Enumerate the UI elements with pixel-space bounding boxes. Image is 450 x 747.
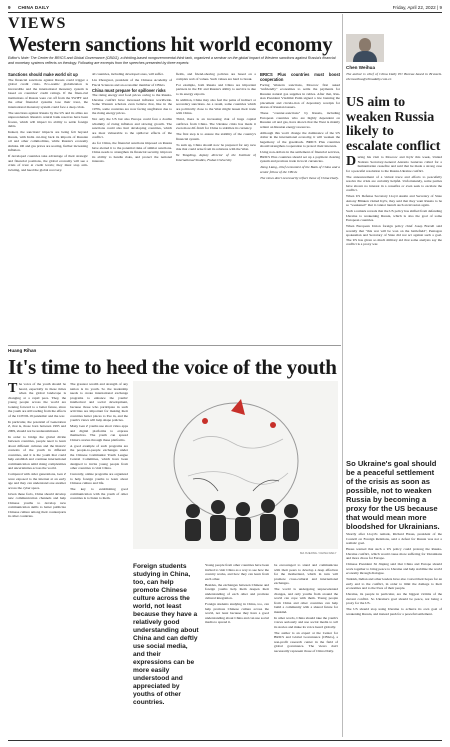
paragraph: Jiang Liang, chief economist of the Bank of China and a senior fellow of the CBGG xyxy=(260,165,340,174)
paragraph: Shortly after Lloyd's remark, Richard Haass, president of the Council on Foreign Relations, said a defeat for Russia was not a realistic goal. xyxy=(346,532,442,545)
paragraph: be encouraged to stand and communicate with their peers to develop a deep affection for the motherland, which in turn will promote cross-cultural and international exchanges. xyxy=(274,563,338,585)
paragraph: Foreign students studying in China, too, can help promote Chinese culture across the world, not least because they have a good understanding about China and can use social media to spread it. xyxy=(205,602,269,624)
paper-name: CHINA DAILY xyxy=(18,5,50,10)
paragraph: If developed countries take advantage of their strategic and financial positions, the global economy will see a crisis of trust at credit levels; they must stop arm-twisting, and heed the global recovery. xyxy=(8,154,88,172)
right-author-bio xyxy=(346,72,442,92)
paragraph: Such a remark reveals that the US policy has shifted from defending Ukraine to weakening Russia, which is also the goal of some European countries. xyxy=(346,209,442,222)
paragraph: A good example of such programs are the people-to-people exchanges under the Chinese Communist Youth League Central Committee, which have been designed to invite young people from other countries to visit China. xyxy=(70,443,128,470)
header-rule xyxy=(8,12,442,13)
paragraph: Chinese President Xi Jinping said that China and Europe should work together to bring peace to Ukraine and help stabilize the world economy through dialogue. xyxy=(346,562,442,575)
right-headline: US aim to weaken Russia likely to escalate conflict xyxy=(346,95,441,154)
bottom-article-column-4 xyxy=(274,563,338,737)
paragraph: Not only the US but also Europe could face a double whammy of rising inflation and slowing growth. The sanctions could also hurt developing countries, which are most vulnerable to the spillover effects of the conflict. xyxy=(92,117,172,140)
paragraph: all countries, including developed ones, will suffer. xyxy=(92,72,164,76)
right-article-body-2 xyxy=(346,532,442,737)
paragraph: Although this won't change the dominance of the US dollar in the international economy, it will weaken the hegemony of the greenback. BRICS Plus countries should strengthen cooperation to protect their interests. xyxy=(260,130,340,149)
bottom-article-column-1 xyxy=(8,382,66,737)
paragraph: The greatest wealth and strength of any nation is its youth. So the leadership needs to create international exchange programs to enhance the youths' intellectual and social development, because those who participate in such activities are important for making their countries better places to live in, and the youth's views will help shape policies. xyxy=(70,382,128,422)
right-pullquote: So Ukraine's goal should be a peaceful settlement of the crisis as soon as possible, not to weaken Russia by becoming a proxy for the US because that would mean more bloodshed for Ukrainians. xyxy=(346,459,440,531)
bottom-author-name: Huang Rihan xyxy=(8,348,37,353)
drop-cap: T xyxy=(8,382,18,396)
paragraph: Haass warned that such a US policy could prolong the Russia-Ukraine conflict, which would cause more suffering for Ukrainians and more chaos for Europe. xyxy=(346,547,442,560)
paragraph: For example, both Russia and China are important partners in the EU and Russia's ability to survive is due to its energy exports. xyxy=(176,82,256,96)
paragraph: In other words, China should take the youth's voices seriously and use social media to tell its stories and make its voice heard globally. xyxy=(274,615,338,629)
author-photo xyxy=(346,34,384,62)
paragraph: Liu Zhongwei, president of the Chinese Academy of Fiscal Sciences and an economic member of CBGG xyxy=(92,78,172,87)
paragraph: The author is an expert at the Center for BRICS and Global Governance (CBGG), a non-profit research center in the field of global governance. The views don't necessarily represent those of China Daily. xyxy=(274,630,338,653)
paragraph: Besides, the exchanges between Chinese and foreign youths help them deepen their understanding of each other and promote cultural integration. xyxy=(205,582,269,600)
editorial-illustration xyxy=(133,381,338,549)
paragraph: Young people from other countries have been invited to visit China as a way to see how the country works, and how they can learn from each other. xyxy=(205,563,269,581)
footer-rule xyxy=(8,740,442,741)
page-number: 9 xyxy=(8,5,11,10)
paragraph: In order to bridge the global divide between countries, people need to learn about different cultures and the historic contexts of the youth in different countries, and it is the youth that could help establish and continue international communication amid rising complexities and uncertainties across the world. xyxy=(8,434,66,470)
editors-note: Editor's Note: The Center for BRICS and Global Governance (CBGG), a thinking-based nongovernmental think tank, organized a seminar on the global impact of Western sanctions against Russia's financial and monetary systems reflects on theology. Following are excerpts from the speeches presented by three experts: xyxy=(8,56,336,65)
paragraph: fields, and friend-shoring policies are based on a complex web of values. Such values are hard to break. xyxy=(176,72,256,81)
paragraph: During his visit to Moscow and Kyiv this week, United Nations Secretary-General Antonio Guterres called for a humanitarian ceasefire and said that he made a strong case for a peaceful resolution to the Russia-Ukraine conflict. xyxy=(346,155,442,173)
date-text: Friday, April 22, 2022 xyxy=(392,5,436,10)
paragraph: The voice of the youth should be heard, especially in these times when the global landscape is changing at a rapid pace. They, the young people across the world are looking forward to a better future, since the youth are still reeling from the effects of the COVID-19 pandemic and the war. xyxy=(8,382,66,418)
paragraph: The US should stop using Ukraine to achieve its own goal of weakening Russia, and instead push for a peaceful settlement. xyxy=(346,607,442,616)
paragraph: These "counter-sanctions" by Russia, including European countries who are highly dependent on Russian oil and gas, have shown that the West is mainly reliant on Russian energy resources. xyxy=(260,111,340,129)
illustration-graphic xyxy=(133,381,338,549)
paragraph: Ukraine, its people in particular, are the biggest victims of the current conflict. So Ukraine's goal should be peace, not being a proxy for the US. xyxy=(346,592,442,605)
issue-date: Friday, April 22, 2022 | 9 xyxy=(392,5,442,10)
edition-page-number: 9 xyxy=(439,5,442,10)
top-article-column-4 xyxy=(260,72,340,342)
paragraph: The announcement of a virtual truce and efforts to peacefully resolve the crisis are certainly helpful. Unfortunately, some parties have shown no interest in a ceasefire or even seek to escalate the conflict. xyxy=(346,174,442,192)
illustration-credit: MA XUEJING / CHINA DAILY xyxy=(300,551,337,555)
paragraph: Currently, online programs are organized to help foreign youths to learn about Chinese culture and life. xyxy=(70,472,128,485)
author-bio-text: The author is chief of China Daily EU Bureau based in Brussels. chenweihua@chinadaily.com.cn xyxy=(346,72,442,81)
subheading: China must prepare for spillover risks xyxy=(92,87,166,93)
paragraph: The views don't necessarily reflect those of China Daily. xyxy=(260,175,339,180)
paragraph: Third, there is an increasing risk of huge capital outflows from China. The Ukraine crisis has made it even more dif-ficult for China to stabilize its currency. xyxy=(176,117,256,130)
bottom-headline: It's time to heed the voice of the youth xyxy=(8,355,337,379)
paragraph: In particular, the potential of Generation Z, that is, those born between 1995 and 2009, should not be underestimated. xyxy=(8,419,66,433)
paragraph: Compared with older generations, Gen Z were exposed to the internet at an early age and they can understand one another across the cyber space. xyxy=(8,472,66,490)
section-label: VIEWS xyxy=(8,15,67,32)
subheading: BRICS Plus countries must boost cooperation xyxy=(260,72,340,82)
paragraph: As for China, the financial sanctions imposed on Russia have alerted it to the potential risks of similar sanctions. China needs to strengthen its financial security, improve its ability to handle risks, and protect the national interests. xyxy=(92,141,172,164)
paragraph: Facing Western sanctions, Moscow first asked "unfriendly" economies to settle the payments for Russian natural gas supplies in rubles. After that, Rus-sian President Vladimir Putin signed a law banning the placement and circula-tion of depositary receipts for shares of Russian issuers. xyxy=(260,82,340,110)
article-divider xyxy=(8,345,341,346)
paragraph: The first step is to ensure the stability of the country's financial system. xyxy=(176,132,256,141)
paragraph: Many Gen Z youths use short video apps and digital platforms to express themselves. The youth can spread China's stories through these platforms. xyxy=(70,424,128,442)
paragraph: When US Defense Secretary Lloyd Austin and Secretary of State Antony Blinken visited Kyiv, they said that they want Russia to be so "weakened" that it cannot launch such an invasion again. xyxy=(346,194,442,207)
paragraph: Indeed, the sanctions' impacts are being felt beyond Russia, with India cut-ting back its imports of Russian oil and other commodities, while Russia's economy shrinks. Oil and gas prices are soaring, further increasing inflation. xyxy=(8,130,88,153)
paragraph: In addition, China may also feel the pains of indirect or secondary sanctions. As a result, some countries which are politically close to the West might lessen their trade with China. xyxy=(176,97,256,115)
paragraph: The financial sanctions against Russia could trigger a global credit crisis. Eco-nomic globalization is irreversible and the international monetary system is based on countries' credit ratings. If the finan-cial institutions of Russia were cut off from the SWIFT and the other financial systems lose their trust, the international monetary system could face a deep crisis. xyxy=(8,77,88,109)
subheading: Sanctions should make world sit up xyxy=(8,72,78,77)
paragraph: To sum up, China should now be prepared for any new risk that could arise from its relations with the West. xyxy=(176,142,256,151)
paragraph: Yu Yongding, deputy director of the Institute of International Studies, Fudan University xyxy=(176,153,256,162)
bottom-pullquote: Foreign students studying in China, too, can help promote Chinese culture across the world, not least because they have a relatively good understanding about China and can deftly use social media, and their expressions can be more easily understood and appreciated by youths of other countries. xyxy=(133,563,199,706)
paragraph: Turkish, Indian and other leaders have also voiced their hopes for an early end to the conflict, in order to limit the damage to their economies and to the lives of their people. xyxy=(346,577,442,590)
bottom-article-column-3 xyxy=(205,563,269,737)
bottom-article-column-2 xyxy=(70,382,128,737)
paragraph: The sanctions against Russia by the US and its allies are unprecedented. Russia's central bank reserves have been frozen, which will impact its ability to settle foreign debts. xyxy=(8,110,88,129)
top-article-column-3 xyxy=(176,72,256,342)
top-article-column-1 xyxy=(8,72,88,342)
paragraph: Given these facts, China should develop new communication channels and help Chinese youths to develop new communication skills to better publicize Chinese culture among their counterparts in other countries. xyxy=(8,491,66,518)
paragraph: The key to establishing good communication with the youth of other countries is to listen to them. xyxy=(70,487,128,500)
column-divider xyxy=(342,14,343,737)
right-author-name: Chen Weihua xyxy=(346,65,376,70)
paragraph: The rising energy and food prices owing to the Russia-Ukraine conflict have increased inflation worldwide. Some Western scholars even believe that, like in the 1970s, some countries are now facing stagflation due to the rising energy prices. xyxy=(92,93,172,116)
paragraph: When European Union foreign policy chief Josep Borrell said recently that "this war will be won on the battlefield", Pentagon spokesman and Secretary of State did not act against such a goal. The US has given so much military aid that some analysts say the conflict is a proxy war. xyxy=(346,224,442,246)
top-headline: Western sanctions hit world economy xyxy=(8,32,333,56)
paragraph: Using non-dollars in the settlement of financial services, BRICS Plus countries should set up a payment clearing system and promote trade in local currencies. xyxy=(260,150,340,164)
drop-cap: D xyxy=(346,155,357,169)
paragraph: The world is undergoing unprecedented changes, and only youths from around the world can cope with them. Young people from China and other countries can help build a community with a shared future for mankind. xyxy=(274,587,338,614)
right-article-body-1 xyxy=(346,155,442,455)
top-article-column-2 xyxy=(92,72,172,342)
